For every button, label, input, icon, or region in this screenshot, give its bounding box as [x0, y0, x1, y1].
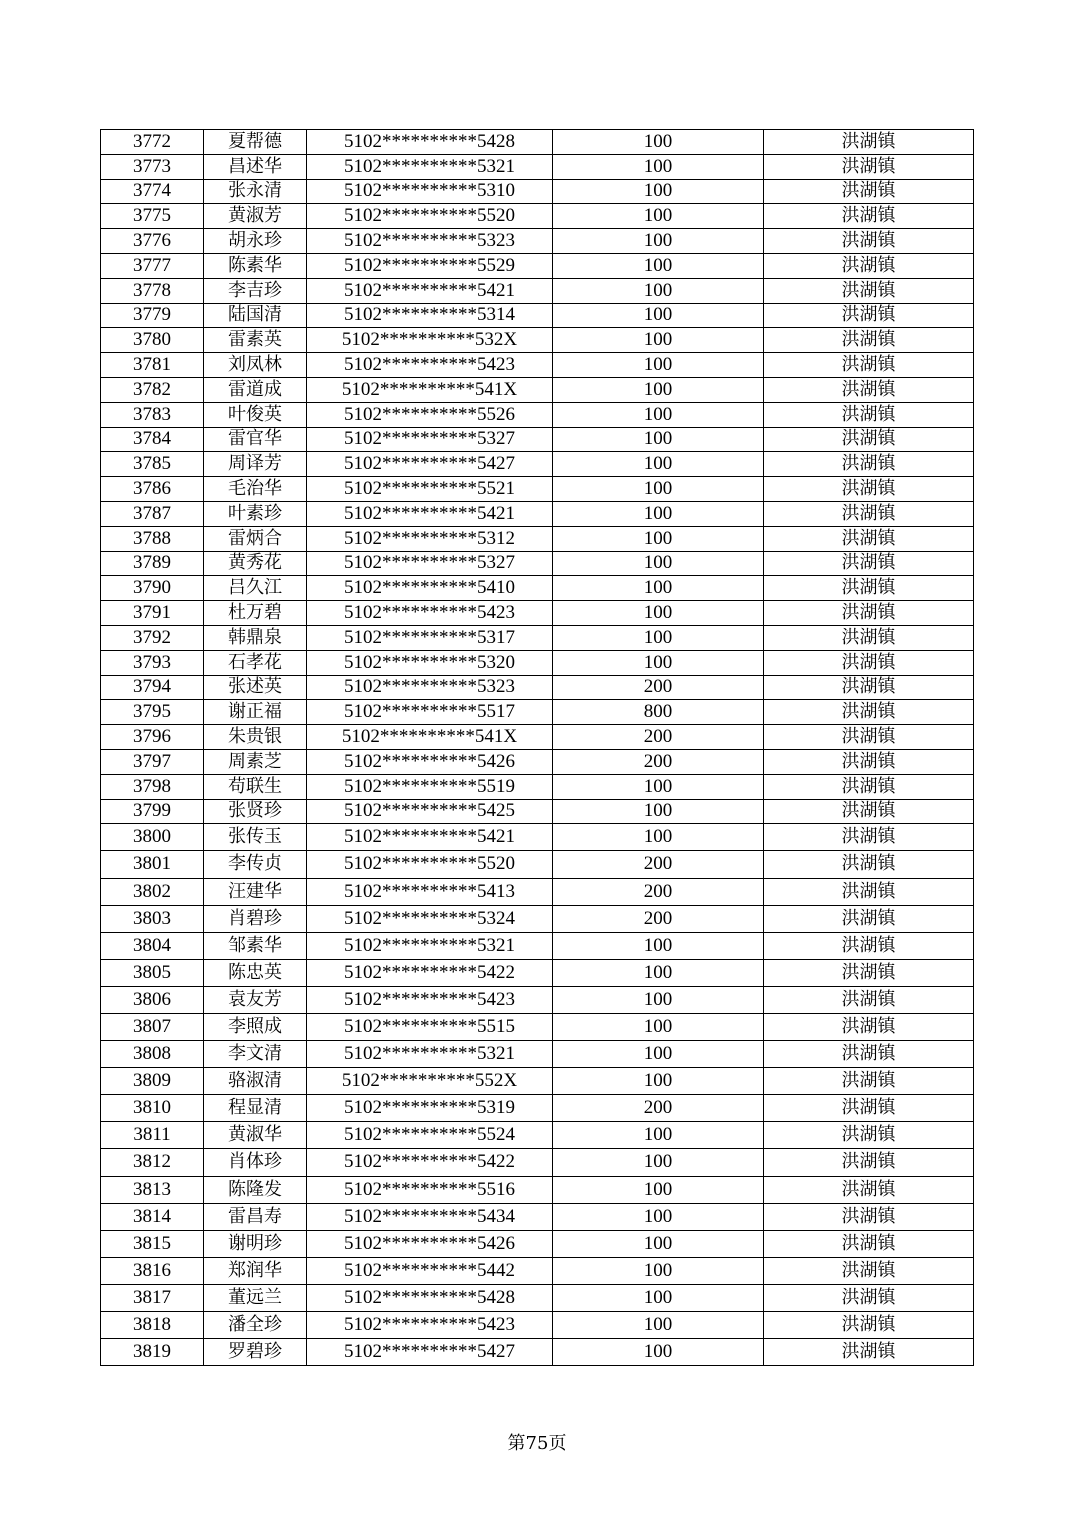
- id-number-cell: 5102**********5526: [307, 402, 553, 427]
- name-cell: 肖碧珍: [204, 905, 307, 932]
- town-cell: 洪湖镇: [764, 303, 974, 328]
- table-row: [101, 1068, 974, 1095]
- id-number-cell: 5102**********541X: [307, 725, 553, 750]
- amount-cell: 100: [553, 154, 764, 179]
- id-number-cell: 5102**********5327: [307, 551, 553, 576]
- amount-cell: 100: [553, 303, 764, 328]
- town-cell: 洪湖镇: [764, 1339, 974, 1366]
- name-cell: 石孝花: [204, 650, 307, 675]
- amount-cell: 100: [553, 1339, 764, 1366]
- table-row: [101, 501, 974, 526]
- id-number-cell: 5102**********5327: [307, 427, 553, 452]
- id-number-cell: 5102**********541X: [307, 377, 553, 402]
- name-cell: 雷道成: [204, 377, 307, 402]
- amount-cell: 200: [553, 725, 764, 750]
- serial-number-cell: 3782: [101, 377, 204, 402]
- town-cell: 洪湖镇: [764, 1230, 974, 1257]
- id-number-cell: 5102**********5517: [307, 700, 553, 725]
- serial-number-cell: 3799: [101, 799, 204, 824]
- town-cell: 洪湖镇: [764, 959, 974, 986]
- amount-cell: 200: [553, 1095, 764, 1122]
- id-number-cell: 5102**********5442: [307, 1257, 553, 1284]
- amount-cell: 100: [553, 179, 764, 204]
- name-cell: 张贤珍: [204, 799, 307, 824]
- serial-number-cell: 3796: [101, 725, 204, 750]
- town-cell: 洪湖镇: [764, 353, 974, 378]
- name-cell: 昌述华: [204, 154, 307, 179]
- name-cell: 谢明珍: [204, 1230, 307, 1257]
- id-number-cell: 5102**********5423: [307, 1312, 553, 1339]
- table-row: [101, 932, 974, 959]
- name-cell: 韩鼎泉: [204, 625, 307, 650]
- amount-cell: 100: [553, 402, 764, 427]
- serial-number-cell: 3811: [101, 1122, 204, 1149]
- table-row: [101, 1176, 974, 1203]
- serial-number-cell: 3788: [101, 526, 204, 551]
- name-cell: 罗碧珍: [204, 1339, 307, 1366]
- table-row: [101, 154, 974, 179]
- serial-number-cell: 3819: [101, 1339, 204, 1366]
- amount-cell: 100: [553, 1013, 764, 1040]
- name-cell: 黄淑芳: [204, 204, 307, 229]
- serial-number-cell: 3794: [101, 675, 204, 700]
- table-row: [101, 1013, 974, 1040]
- serial-number-cell: 3776: [101, 229, 204, 254]
- amount-cell: 100: [553, 204, 764, 229]
- id-number-cell: 5102**********5321: [307, 154, 553, 179]
- table-row: [101, 1203, 974, 1230]
- serial-number-cell: 3797: [101, 749, 204, 774]
- id-number-cell: 5102**********5516: [307, 1176, 553, 1203]
- name-cell: 李照成: [204, 1013, 307, 1040]
- amount-cell: 100: [553, 130, 764, 155]
- serial-number-cell: 3812: [101, 1149, 204, 1176]
- amount-cell: 100: [553, 278, 764, 303]
- serial-number-cell: 3810: [101, 1095, 204, 1122]
- name-cell: 黄秀花: [204, 551, 307, 576]
- name-cell: 程显清: [204, 1095, 307, 1122]
- id-number-cell: 5102**********5321: [307, 932, 553, 959]
- serial-number-cell: 3790: [101, 576, 204, 601]
- name-cell: 朱贵银: [204, 725, 307, 750]
- town-cell: 洪湖镇: [764, 328, 974, 353]
- amount-cell: 100: [553, 774, 764, 799]
- amount-cell: 100: [553, 427, 764, 452]
- serial-number-cell: 3785: [101, 452, 204, 477]
- amount-cell: 100: [553, 1284, 764, 1311]
- page-number: 第75页: [507, 1433, 567, 1454]
- table-row: [101, 427, 974, 452]
- id-number-cell: 5102**********5423: [307, 986, 553, 1013]
- serial-number-cell: 3818: [101, 1312, 204, 1339]
- serial-number-cell: 3816: [101, 1257, 204, 1284]
- town-cell: 洪湖镇: [764, 851, 974, 878]
- table-row: [101, 229, 974, 254]
- table-row: [101, 1312, 974, 1339]
- amount-cell: 100: [553, 253, 764, 278]
- id-number-cell: 5102**********5422: [307, 1149, 553, 1176]
- name-cell: 叶俊英: [204, 402, 307, 427]
- amount-cell: 100: [553, 959, 764, 986]
- amount-cell: 100: [553, 526, 764, 551]
- id-number-cell: 5102**********5521: [307, 477, 553, 502]
- name-cell: 黄淑华: [204, 1122, 307, 1149]
- name-cell: 毛治华: [204, 477, 307, 502]
- serial-number-cell: 3814: [101, 1203, 204, 1230]
- name-cell: 陆国清: [204, 303, 307, 328]
- table-row: [101, 1257, 974, 1284]
- town-cell: 洪湖镇: [764, 229, 974, 254]
- id-number-cell: 5102**********5413: [307, 878, 553, 905]
- town-cell: 洪湖镇: [764, 932, 974, 959]
- id-number-cell: 5102**********5423: [307, 601, 553, 626]
- town-cell: 洪湖镇: [764, 526, 974, 551]
- name-cell: 潘全珍: [204, 1312, 307, 1339]
- town-cell: 洪湖镇: [764, 601, 974, 626]
- table-row: [101, 1339, 974, 1366]
- id-number-cell: 5102**********532X: [307, 328, 553, 353]
- table-row: [101, 328, 974, 353]
- id-number-cell: 5102**********5317: [307, 625, 553, 650]
- table-row: [101, 576, 974, 601]
- table-row: [101, 179, 974, 204]
- id-number-cell: 5102**********5423: [307, 353, 553, 378]
- serial-number-cell: 3817: [101, 1284, 204, 1311]
- amount-cell: 100: [553, 824, 764, 851]
- id-number-cell: 5102**********5324: [307, 905, 553, 932]
- amount-cell: 100: [553, 1176, 764, 1203]
- amount-cell: 200: [553, 851, 764, 878]
- table-row: [101, 1230, 974, 1257]
- amount-cell: 800: [553, 700, 764, 725]
- name-cell: 雷官华: [204, 427, 307, 452]
- town-cell: 洪湖镇: [764, 1095, 974, 1122]
- serial-number-cell: 3813: [101, 1176, 204, 1203]
- serial-number-cell: 3792: [101, 625, 204, 650]
- table-row: [101, 799, 974, 824]
- table-row: [101, 377, 974, 402]
- amount-cell: 100: [553, 1312, 764, 1339]
- id-number-cell: 5102**********5427: [307, 1339, 553, 1366]
- town-cell: 洪湖镇: [764, 799, 974, 824]
- name-cell: 胡永珍: [204, 229, 307, 254]
- name-cell: 郑润华: [204, 1257, 307, 1284]
- town-cell: 洪湖镇: [764, 625, 974, 650]
- name-cell: 陈素华: [204, 253, 307, 278]
- amount-cell: 200: [553, 749, 764, 774]
- town-cell: 洪湖镇: [764, 774, 974, 799]
- name-cell: 陈隆发: [204, 1176, 307, 1203]
- serial-number-cell: 3805: [101, 959, 204, 986]
- id-number-cell: 5102**********5312: [307, 526, 553, 551]
- table-row: [101, 204, 974, 229]
- serial-number-cell: 3800: [101, 824, 204, 851]
- name-cell: 汪建华: [204, 878, 307, 905]
- table-row: [101, 452, 974, 477]
- serial-number-cell: 3793: [101, 650, 204, 675]
- name-cell: 肖体珍: [204, 1149, 307, 1176]
- serial-number-cell: 3778: [101, 278, 204, 303]
- serial-number-cell: 3786: [101, 477, 204, 502]
- table-row: [101, 1041, 974, 1068]
- name-cell: 吕久江: [204, 576, 307, 601]
- name-cell: 苟联生: [204, 774, 307, 799]
- serial-number-cell: 3795: [101, 700, 204, 725]
- town-cell: 洪湖镇: [764, 1176, 974, 1203]
- name-cell: 张传玉: [204, 824, 307, 851]
- name-cell: 张永清: [204, 179, 307, 204]
- table-row: [101, 551, 974, 576]
- town-cell: 洪湖镇: [764, 905, 974, 932]
- table-row: [101, 700, 974, 725]
- name-cell: 周素芝: [204, 749, 307, 774]
- town-cell: 洪湖镇: [764, 986, 974, 1013]
- serial-number-cell: 3802: [101, 878, 204, 905]
- town-cell: 洪湖镇: [764, 501, 974, 526]
- table-row: [101, 253, 974, 278]
- town-cell: 洪湖镇: [764, 749, 974, 774]
- amount-cell: 200: [553, 905, 764, 932]
- serial-number-cell: 3774: [101, 179, 204, 204]
- table-row: [101, 1095, 974, 1122]
- town-cell: 洪湖镇: [764, 402, 974, 427]
- name-cell: 雷炳合: [204, 526, 307, 551]
- serial-number-cell: 3779: [101, 303, 204, 328]
- table-row: [101, 725, 974, 750]
- serial-number-cell: 3780: [101, 328, 204, 353]
- table-row: [101, 601, 974, 626]
- town-cell: 洪湖镇: [764, 253, 974, 278]
- amount-cell: 100: [553, 932, 764, 959]
- serial-number-cell: 3801: [101, 851, 204, 878]
- town-cell: 洪湖镇: [764, 130, 974, 155]
- id-number-cell: 5102**********5524: [307, 1122, 553, 1149]
- town-cell: 洪湖镇: [764, 576, 974, 601]
- table-row: [101, 477, 974, 502]
- table-row: [101, 526, 974, 551]
- amount-cell: 100: [553, 1149, 764, 1176]
- table-row: [101, 1122, 974, 1149]
- table-row: [101, 851, 974, 878]
- table-row: [101, 402, 974, 427]
- town-cell: 洪湖镇: [764, 1203, 974, 1230]
- amount-cell: 100: [553, 650, 764, 675]
- amount-cell: 100: [553, 328, 764, 353]
- serial-number-cell: 3791: [101, 601, 204, 626]
- town-cell: 洪湖镇: [764, 650, 974, 675]
- id-number-cell: 5102**********5529: [307, 253, 553, 278]
- town-cell: 洪湖镇: [764, 1149, 974, 1176]
- amount-cell: 100: [553, 353, 764, 378]
- id-number-cell: 5102**********5425: [307, 799, 553, 824]
- town-cell: 洪湖镇: [764, 700, 974, 725]
- town-cell: 洪湖镇: [764, 675, 974, 700]
- table-row: [101, 749, 974, 774]
- amount-cell: 100: [553, 625, 764, 650]
- amount-cell: 100: [553, 477, 764, 502]
- amount-cell: 100: [553, 799, 764, 824]
- serial-number-cell: 3806: [101, 986, 204, 1013]
- table-row: [101, 625, 974, 650]
- id-number-cell: 5102**********5421: [307, 824, 553, 851]
- name-cell: 雷素英: [204, 328, 307, 353]
- serial-number-cell: 3789: [101, 551, 204, 576]
- id-number-cell: 5102**********5320: [307, 650, 553, 675]
- id-number-cell: 5102**********5434: [307, 1203, 553, 1230]
- name-cell: 李传贞: [204, 851, 307, 878]
- serial-number-cell: 3809: [101, 1068, 204, 1095]
- name-cell: 李文清: [204, 1041, 307, 1068]
- table-row: [101, 774, 974, 799]
- id-number-cell: 5102**********5520: [307, 851, 553, 878]
- id-number-cell: 5102**********5421: [307, 501, 553, 526]
- name-cell: 董远兰: [204, 1284, 307, 1311]
- town-cell: 洪湖镇: [764, 377, 974, 402]
- amount-cell: 200: [553, 675, 764, 700]
- amount-cell: 100: [553, 1041, 764, 1068]
- id-number-cell: 5102**********5421: [307, 278, 553, 303]
- id-number-cell: 5102**********5427: [307, 452, 553, 477]
- name-cell: 袁友芳: [204, 986, 307, 1013]
- amount-cell: 100: [553, 551, 764, 576]
- town-cell: 洪湖镇: [764, 725, 974, 750]
- name-cell: 杜万碧: [204, 601, 307, 626]
- roster-table: [100, 129, 974, 1366]
- amount-cell: 200: [553, 878, 764, 905]
- table-row: [101, 303, 974, 328]
- table-row: [101, 278, 974, 303]
- town-cell: 洪湖镇: [764, 1041, 974, 1068]
- amount-cell: 100: [553, 1122, 764, 1149]
- id-number-cell: 5102**********5428: [307, 1284, 553, 1311]
- serial-number-cell: 3772: [101, 130, 204, 155]
- id-number-cell: 5102**********5314: [307, 303, 553, 328]
- town-cell: 洪湖镇: [764, 1257, 974, 1284]
- town-cell: 洪湖镇: [764, 824, 974, 851]
- serial-number-cell: 3781: [101, 353, 204, 378]
- id-number-cell: 5102**********5323: [307, 229, 553, 254]
- name-cell: 张述英: [204, 675, 307, 700]
- table-row: [101, 353, 974, 378]
- town-cell: 洪湖镇: [764, 878, 974, 905]
- amount-cell: 100: [553, 576, 764, 601]
- table-row: [101, 1284, 974, 1311]
- id-number-cell: 5102**********5426: [307, 749, 553, 774]
- town-cell: 洪湖镇: [764, 1013, 974, 1040]
- table-row: [101, 130, 974, 155]
- name-cell: 陈忠英: [204, 959, 307, 986]
- table-row: [101, 878, 974, 905]
- serial-number-cell: 3783: [101, 402, 204, 427]
- serial-number-cell: 3773: [101, 154, 204, 179]
- id-number-cell: 5102**********5319: [307, 1095, 553, 1122]
- serial-number-cell: 3804: [101, 932, 204, 959]
- name-cell: 周译芳: [204, 452, 307, 477]
- table-row: [101, 675, 974, 700]
- id-number-cell: 5102**********5422: [307, 959, 553, 986]
- town-cell: 洪湖镇: [764, 427, 974, 452]
- id-number-cell: 5102**********5310: [307, 179, 553, 204]
- serial-number-cell: 3775: [101, 204, 204, 229]
- id-number-cell: 5102**********5515: [307, 1013, 553, 1040]
- town-cell: 洪湖镇: [764, 477, 974, 502]
- id-number-cell: 5102**********5428: [307, 130, 553, 155]
- town-cell: 洪湖镇: [764, 1122, 974, 1149]
- serial-number-cell: 3808: [101, 1041, 204, 1068]
- town-cell: 洪湖镇: [764, 1284, 974, 1311]
- table-row: [101, 650, 974, 675]
- town-cell: 洪湖镇: [764, 278, 974, 303]
- amount-cell: 100: [553, 986, 764, 1013]
- name-cell: 叶素珍: [204, 501, 307, 526]
- name-cell: 李吉珍: [204, 278, 307, 303]
- town-cell: 洪湖镇: [764, 452, 974, 477]
- town-cell: 洪湖镇: [764, 1312, 974, 1339]
- serial-number-cell: 3787: [101, 501, 204, 526]
- id-number-cell: 5102**********5323: [307, 675, 553, 700]
- town-cell: 洪湖镇: [764, 179, 974, 204]
- serial-number-cell: 3803: [101, 905, 204, 932]
- serial-number-cell: 3798: [101, 774, 204, 799]
- id-number-cell: 5102**********5520: [307, 204, 553, 229]
- serial-number-cell: 3784: [101, 427, 204, 452]
- roster-table-body: [101, 130, 974, 1366]
- id-number-cell: 5102**********5519: [307, 774, 553, 799]
- table-row: [101, 1149, 974, 1176]
- name-cell: 骆淑清: [204, 1068, 307, 1095]
- amount-cell: 100: [553, 501, 764, 526]
- amount-cell: 100: [553, 601, 764, 626]
- amount-cell: 100: [553, 1230, 764, 1257]
- serial-number-cell: 3777: [101, 253, 204, 278]
- amount-cell: 100: [553, 1257, 764, 1284]
- name-cell: 谢正福: [204, 700, 307, 725]
- id-number-cell: 5102**********5426: [307, 1230, 553, 1257]
- name-cell: 雷昌寿: [204, 1203, 307, 1230]
- amount-cell: 100: [553, 1203, 764, 1230]
- table-row: [101, 986, 974, 1013]
- amount-cell: 100: [553, 1068, 764, 1095]
- table-row: [101, 905, 974, 932]
- serial-number-cell: 3807: [101, 1013, 204, 1040]
- name-cell: 邹素华: [204, 932, 307, 959]
- name-cell: 夏帮德: [204, 130, 307, 155]
- town-cell: 洪湖镇: [764, 204, 974, 229]
- amount-cell: 100: [553, 452, 764, 477]
- town-cell: 洪湖镇: [764, 154, 974, 179]
- table-row: [101, 959, 974, 986]
- amount-cell: 100: [553, 229, 764, 254]
- serial-number-cell: 3815: [101, 1230, 204, 1257]
- table-row: [101, 824, 974, 851]
- id-number-cell: 5102**********5321: [307, 1041, 553, 1068]
- id-number-cell: 5102**********552X: [307, 1068, 553, 1095]
- amount-cell: 100: [553, 377, 764, 402]
- town-cell: 洪湖镇: [764, 1068, 974, 1095]
- id-number-cell: 5102**********5410: [307, 576, 553, 601]
- name-cell: 刘凤林: [204, 353, 307, 378]
- town-cell: 洪湖镇: [764, 551, 974, 576]
